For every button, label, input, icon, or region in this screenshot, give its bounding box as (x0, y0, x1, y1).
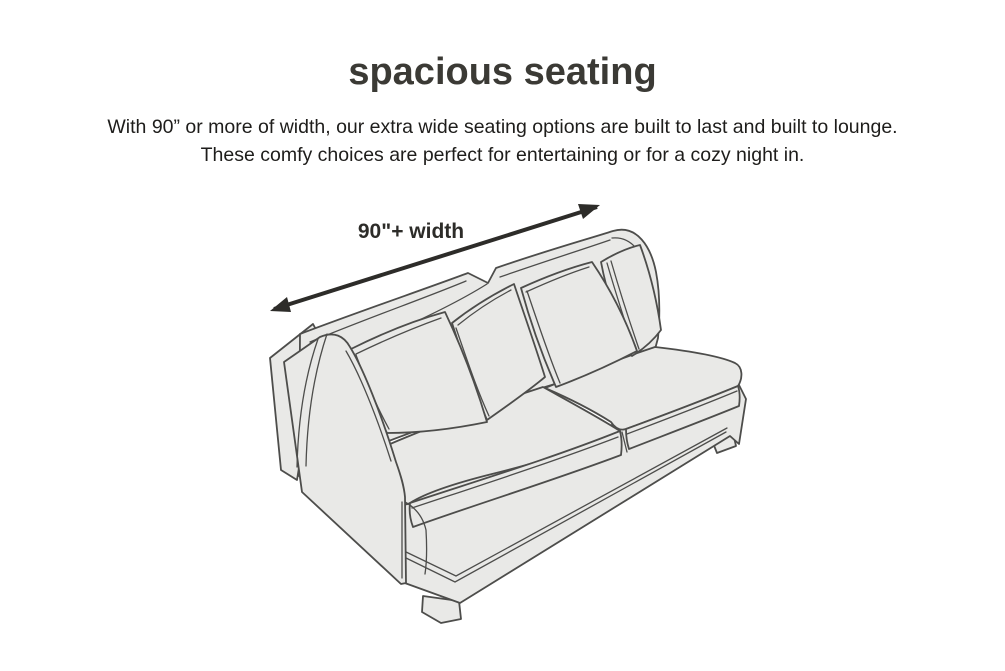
arrow-head-left (270, 297, 291, 312)
dimension-label: 90"+ width (357, 220, 465, 243)
arrow-head-right (578, 204, 600, 219)
intro-line-1: With 90” or more of width, our extra wide seating options are built to last and built to lounge. (107, 116, 898, 138)
intro-line-2: These comfy choices are perfect for entertaining or for a cozy night in. (200, 144, 805, 166)
page-title: spacious seating (348, 51, 657, 93)
